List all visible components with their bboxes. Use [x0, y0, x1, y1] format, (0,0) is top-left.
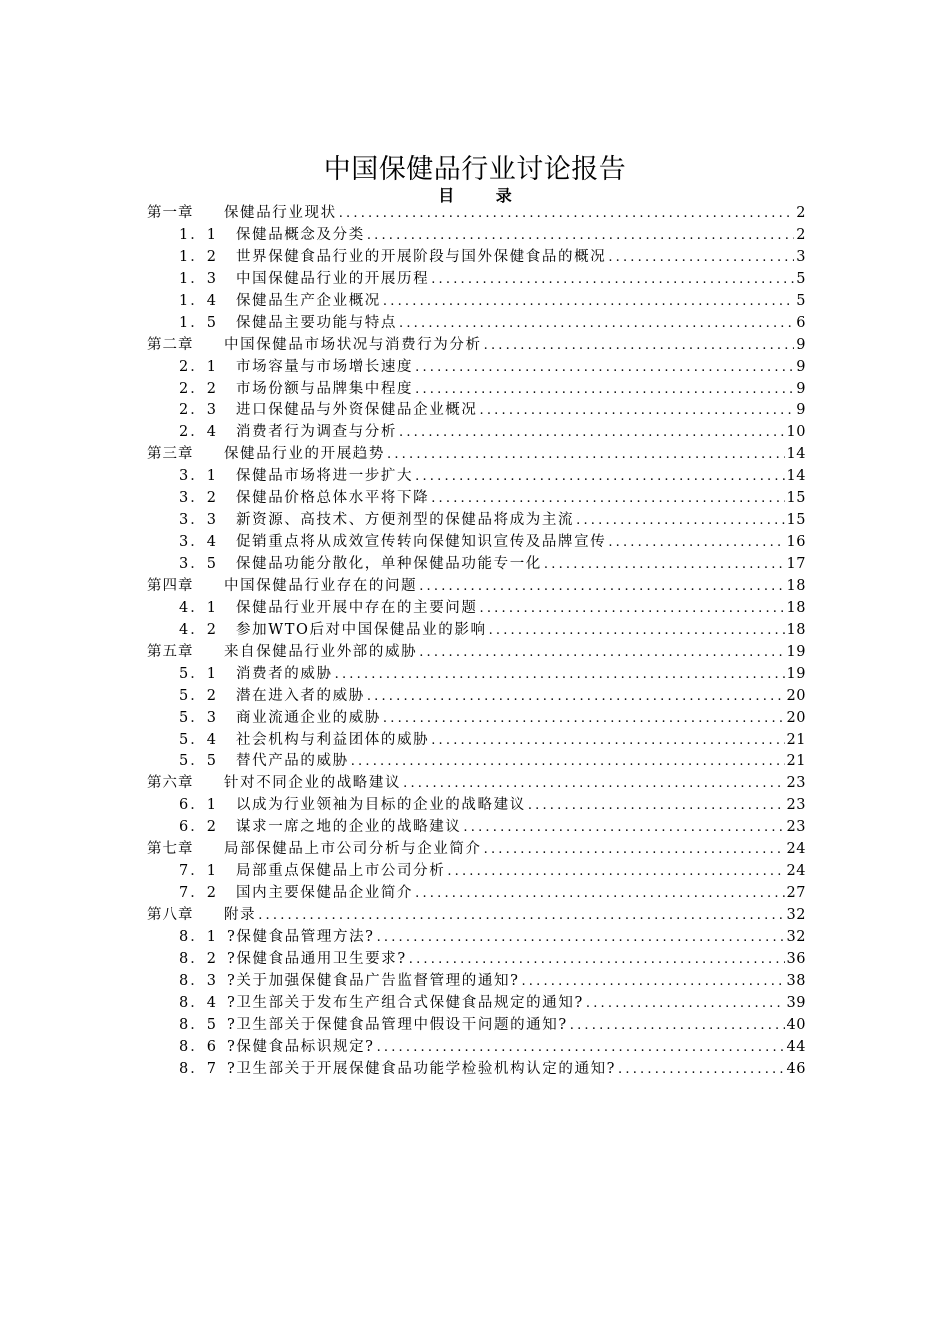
toc-entry-number: 3．2	[179, 490, 218, 507]
toc-dot-leader	[399, 422, 785, 444]
toc-section-entry[interactable]	[147, 664, 806, 686]
toc-section-entry[interactable]	[147, 598, 806, 620]
toc-page-number: 27	[786, 885, 806, 902]
toc-entry-title: ?保健食品通用卫生要求?	[227, 950, 407, 967]
toc-section-entry[interactable]	[147, 225, 806, 247]
toc-dot-leader	[415, 357, 794, 379]
toc-dot-leader	[415, 466, 784, 488]
toc-entry-title: ?卫生部关于保健食品管理中假设干问题的通知?	[227, 1016, 568, 1033]
toc-page-number: 14	[786, 446, 806, 463]
toc-entry-number: 2．1	[179, 358, 218, 375]
toc-page-number: 19	[786, 665, 806, 682]
toc-dot-leader	[419, 576, 784, 598]
toc-entry-number: 8．6	[179, 1038, 218, 1055]
toc-section-entry[interactable]	[147, 379, 806, 401]
toc-entry-title: 保健品行业现状	[224, 205, 337, 221]
toc-page-number: 19	[786, 643, 806, 660]
toc-page-number: 15	[786, 490, 806, 507]
toc-dot-leader	[351, 751, 785, 773]
toc-entry-number: 第一章	[147, 205, 194, 221]
toc-section-entry[interactable]	[147, 620, 806, 642]
toc-section-entry[interactable]	[147, 883, 806, 905]
toc-entry-title: 替代产品的威胁	[236, 753, 349, 770]
toc-entry-number: 第二章	[147, 336, 194, 353]
toc-entry-number: 第五章	[147, 643, 194, 660]
toc-page-number: 3	[796, 248, 806, 265]
toc-dot-leader	[403, 773, 784, 795]
toc-entry-number: 7．1	[179, 863, 218, 880]
toc-entry-number: 1．5	[179, 314, 218, 331]
toc-dot-leader	[484, 839, 785, 861]
toc-entry-number: 3．4	[179, 534, 218, 551]
toc-entry-number: 2．2	[179, 380, 218, 397]
toc-dot-leader	[480, 400, 795, 422]
toc-page-number: 24	[786, 841, 806, 858]
toc-entry-title: 世界保健食品行业的开展阶段与国外保健食品的概况	[236, 248, 607, 265]
toc-page-number: 5	[796, 292, 806, 309]
toc-dot-leader	[447, 861, 784, 883]
toc-entry-title: 针对不同企业的战略建议	[224, 775, 402, 792]
toc-dot-leader	[409, 949, 785, 971]
toc-dot-leader	[377, 1037, 785, 1059]
toc-entry-title: 谋求一席之地的企业的战略建议	[236, 819, 462, 836]
toc-dot-leader	[431, 730, 784, 752]
toc-chapter-entry[interactable]	[147, 642, 806, 664]
toc-entry-number: 4．1	[179, 599, 218, 616]
toc-dot-leader	[618, 1059, 785, 1081]
toc-page-number: 14	[786, 468, 806, 485]
toc-dot-leader	[431, 488, 784, 510]
toc-chapter-entry[interactable]	[147, 576, 806, 598]
toc-entry-title: 保健品生产企业概况	[236, 292, 381, 309]
toc-entry-title: 保健品价格总体水平将下降	[236, 490, 430, 507]
toc-section-entry[interactable]	[147, 993, 806, 1015]
toc-dot-leader	[339, 203, 795, 225]
toc-entry-number: 第六章	[147, 775, 194, 792]
toc-page-number: 40	[786, 1016, 806, 1033]
toc-section-entry[interactable]	[147, 1037, 806, 1059]
toc-dot-leader	[489, 620, 785, 642]
toc-entry-title: 中国保健品行业的开展历程	[236, 270, 430, 287]
toc-section-entry[interactable]	[147, 708, 806, 730]
toc-entry-title: ?卫生部关于发布生产组合式保健食品规定的通知?	[227, 994, 584, 1011]
toc-section-entry[interactable]	[147, 817, 806, 839]
toc-section-entry[interactable]	[147, 269, 806, 291]
toc-entry-title: 市场容量与市场增长速度	[236, 358, 414, 375]
toc-page-number: 2	[796, 205, 806, 221]
toc-page-number: 23	[786, 775, 806, 792]
toc-page-number: 18	[786, 599, 806, 616]
toc-dot-leader	[415, 379, 794, 401]
toc-dot-leader	[367, 686, 785, 708]
toc-entry-number: 3．3	[179, 512, 218, 529]
toc-entry-number: 8．5	[179, 1016, 218, 1033]
toc-page-number: 9	[796, 358, 806, 375]
toc-entry-title: 社会机构与利益团体的威胁	[236, 731, 430, 748]
toc-section-entry[interactable]	[147, 291, 806, 313]
toc-entry-title: 中国保健品市场状况与消费行为分析	[224, 336, 482, 353]
toc-entry-title: 保健品市场将进一步扩大	[236, 468, 414, 485]
toc-dot-leader	[383, 708, 785, 730]
toc-chapter-entry[interactable]	[147, 335, 806, 357]
toc-entry-title: 局部保健品上市公司分析与企业简介	[224, 841, 482, 858]
toc-entry-title: 商业流通企业的威胁	[236, 709, 381, 726]
toc-entry-title: 中国保健品行业存在的问题	[224, 577, 418, 594]
toc-page-number: 18	[786, 621, 806, 638]
toc-dot-leader	[608, 247, 794, 269]
toc-entry-number: 2．4	[179, 424, 218, 441]
toc-entry-number: 5．3	[179, 709, 218, 726]
toc-entry-number: 1．4	[179, 292, 218, 309]
toc-entry-number: 5．4	[179, 731, 218, 748]
toc-dot-leader	[335, 664, 785, 686]
toc-dot-leader	[367, 225, 794, 247]
toc-entry-title: 市场份额与品牌集中程度	[236, 380, 414, 397]
toc-entry-title: ?卫生部关于开展保健食品功能学检验机构认定的通知?	[227, 1060, 617, 1077]
toc-entry-title: 消费者的威胁	[236, 665, 333, 682]
toc-entry-number: 3．1	[179, 468, 218, 485]
toc-dot-leader	[431, 269, 794, 291]
toc-section-entry[interactable]	[147, 971, 806, 993]
toc-page-number: 16	[786, 534, 806, 551]
toc-entry-number: 1．1	[179, 226, 218, 243]
toc-entry-title: 国内主要保健品企业简介	[236, 885, 414, 902]
toc-section-entry[interactable]	[147, 554, 806, 576]
toc-section-entry[interactable]	[147, 400, 806, 422]
toc-entry-title: 保健品行业开展中存在的主要问题	[236, 599, 478, 616]
toc-section-entry[interactable]	[147, 510, 806, 532]
toc-page-number: 15	[786, 512, 806, 529]
toc-entry-number: 5．5	[179, 753, 218, 770]
toc-page-number: 21	[786, 753, 806, 770]
toc-entry-title: 局部重点保健品上市公司分析	[236, 863, 446, 880]
toc-page-number: 5	[796, 270, 806, 287]
toc-dot-leader	[463, 817, 784, 839]
toc-entry-number: 6．1	[179, 797, 218, 814]
toc-entry-number: 2．3	[179, 402, 218, 419]
toc-page-number: 39	[786, 994, 806, 1011]
toc-page-number: 20	[786, 709, 806, 726]
toc-page-number: 32	[786, 907, 806, 923]
toc-page-number: 2	[796, 226, 806, 243]
toc-entry-number: 第八章	[147, 907, 194, 923]
toc-entry-title: 新资源、高技术、方便剂型的保健品将成为主流	[236, 512, 575, 529]
toc-section-entry[interactable]	[147, 927, 806, 949]
toc-dot-leader	[576, 510, 784, 532]
toc-section-entry[interactable]	[147, 313, 806, 335]
toc-dot-leader	[521, 971, 784, 993]
toc-chapter-entry[interactable]	[147, 203, 806, 225]
toc-dot-leader	[480, 598, 785, 620]
toc-section-entry[interactable]	[147, 357, 806, 379]
toc-page-number: 17	[786, 556, 806, 572]
toc-entry-title: 保健品概念及分类	[236, 226, 365, 243]
toc-section-entry[interactable]	[147, 466, 806, 488]
toc-entry-title: 附录	[224, 907, 257, 923]
toc-entry-number: 1．3	[179, 270, 218, 287]
toc-dot-leader	[586, 993, 785, 1015]
table-of-contents	[147, 203, 806, 1081]
toc-entry-number: 5．2	[179, 687, 218, 704]
toc-page-number: 9	[796, 402, 806, 419]
toc-chapter-entry[interactable]	[147, 905, 806, 927]
toc-dot-leader	[377, 927, 785, 949]
toc-chapter-entry[interactable]	[147, 773, 806, 795]
toc-entry-number: 5．1	[179, 665, 218, 682]
toc-dot-leader	[528, 795, 785, 817]
toc-heading: 目 录	[438, 186, 530, 205]
toc-entry-number: 8．3	[179, 972, 218, 989]
toc-page-number: 18	[786, 577, 806, 594]
toc-entry-number: 8．2	[179, 950, 218, 967]
toc-entry-title: 保健品行业的开展趋势	[224, 446, 385, 463]
toc-dot-leader	[544, 554, 785, 576]
toc-page-number: 38	[786, 972, 806, 989]
toc-entry-title: ?保健食品管理方法?	[227, 928, 375, 945]
toc-section-entry[interactable]	[147, 1059, 806, 1081]
toc-entry-number: 8．1	[179, 928, 218, 945]
toc-section-entry[interactable]	[147, 422, 806, 444]
toc-entry-title: 以成为行业领袖为目标的企业的战略建议	[236, 797, 526, 814]
toc-entry-title: 进口保健品与外资保健品企业概况	[236, 402, 478, 419]
toc-entry-number: 第四章	[147, 577, 194, 594]
toc-section-entry[interactable]	[147, 247, 806, 269]
toc-section-entry[interactable]	[147, 1015, 806, 1037]
toc-entry-title: 来自保健品行业外部的威胁	[224, 643, 418, 660]
toc-section-entry[interactable]	[147, 751, 806, 773]
toc-entry-number: 第七章	[147, 841, 194, 858]
toc-page-number: 20	[786, 687, 806, 704]
toc-entry-number: 4．2	[179, 621, 218, 638]
toc-page-number: 23	[786, 819, 806, 836]
toc-entry-title: ?保健食品标识规定?	[227, 1038, 375, 1055]
toc-entry-number: 3．5	[179, 556, 218, 572]
toc-entry-number: 第三章	[147, 446, 194, 463]
toc-dot-leader	[387, 444, 785, 466]
toc-section-entry[interactable]	[147, 488, 806, 510]
toc-entry-number: 7．2	[179, 885, 218, 902]
toc-entry-title: 保健品主要功能与特点	[236, 314, 397, 331]
toc-entry-number: 1．2	[179, 248, 218, 265]
toc-page-number: 32	[786, 928, 806, 945]
toc-dot-leader	[399, 313, 794, 335]
toc-page-number: 9	[796, 336, 806, 353]
toc-chapter-entry[interactable]	[147, 444, 806, 466]
toc-entry-title: ?关于加强保健食品广告监督管理的通知?	[227, 972, 520, 989]
toc-dot-leader	[419, 642, 784, 664]
toc-chapter-entry[interactable]	[147, 839, 806, 861]
toc-page-number: 36	[786, 950, 806, 967]
toc-entry-number: 6．2	[179, 819, 218, 836]
toc-page-number: 21	[786, 731, 806, 748]
toc-page-number: 24	[786, 863, 806, 880]
toc-dot-leader	[484, 335, 795, 357]
toc-page-number: 46	[786, 1060, 806, 1077]
toc-entry-title: 消费者行为调查与分析	[236, 424, 397, 441]
toc-section-entry[interactable]	[147, 730, 806, 752]
toc-dot-leader	[258, 905, 784, 927]
toc-page-number: 44	[786, 1038, 806, 1055]
toc-page-number: 6	[796, 314, 806, 331]
toc-dot-leader	[415, 883, 784, 905]
document-title: 中国保健品行业讨论报告	[323, 154, 627, 185]
toc-page-number: 10	[786, 424, 806, 441]
toc-entry-title: 参加WTO后对中国保健品业的影响	[236, 621, 487, 638]
toc-section-entry[interactable]	[147, 949, 806, 971]
toc-entry-number: 8．4	[179, 994, 218, 1011]
toc-section-entry[interactable]	[147, 861, 806, 883]
toc-page-number: 23	[786, 797, 806, 814]
toc-entry-title: 促销重点将从成效宣传转向保健知识宣传及品牌宣传	[236, 534, 607, 551]
toc-section-entry[interactable]	[147, 686, 806, 708]
toc-dot-leader	[570, 1015, 785, 1037]
toc-entry-title: 潜在进入者的威胁	[236, 687, 365, 704]
toc-entry-title: 保健品功能分散化，单种保健品功能专一化	[236, 556, 542, 572]
toc-section-entry[interactable]	[147, 795, 806, 817]
toc-section-entry[interactable]	[147, 532, 806, 554]
toc-entry-number: 8．7	[179, 1060, 218, 1077]
toc-dot-leader	[383, 291, 794, 313]
toc-dot-leader	[608, 532, 784, 554]
toc-page-number: 9	[796, 380, 806, 397]
